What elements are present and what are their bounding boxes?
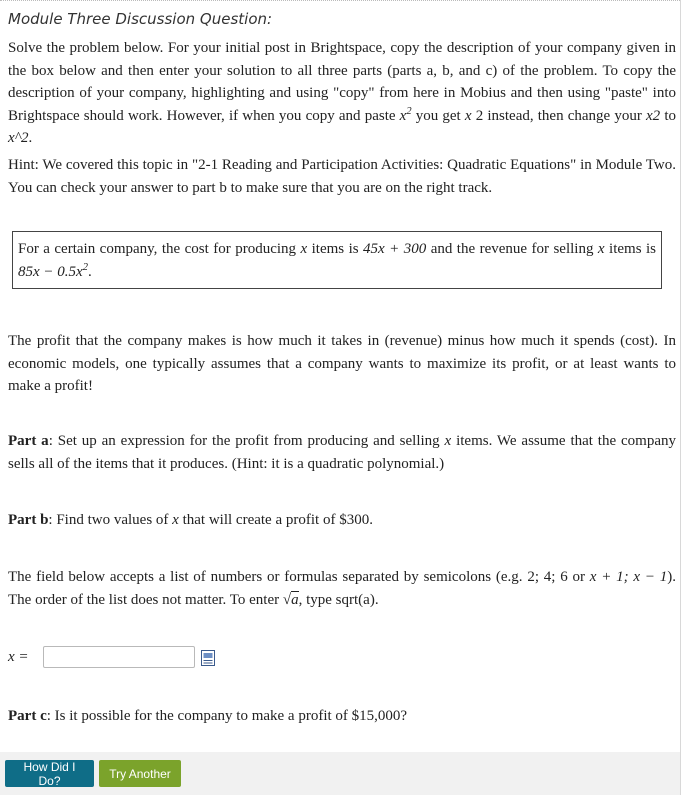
part-c-label: Part c xyxy=(8,708,47,724)
instructions-text: Solve the problem below. For your initial post in Brightspace, copy the description of your company given in the box below and then enter your solution to all three parts (parts a, b, and c) of the problem. To copy the description of your company, highlighting and using "copy" from here in Mobius and then using "paste" into Brightspace should work. However, if when you copy and paste xyxy=(8,40,676,124)
company-description: For a certain company, the cost for producing x items is 45x + 300 and the revenue for selling x items is $85x - 0.5x^2$. xyxy=(18,241,656,280)
instructions-paragraph: Solve the problem below. For your initial post in Brightspace, copy the description of your company given in the box below and then enter your solution to all three parts (parts a, b, and c) of the problem. To copy the description of your company, highlighting and using "copy" from here in Mobius and then using "paste" into Brightspace should work. However, if when you copy and paste $x^2$ you get x 2 instead, then change your x2 to x^2. xyxy=(8,40,677,146)
answer-input[interactable] xyxy=(43,646,195,668)
top-divider xyxy=(0,0,680,1)
revenue-expression: $85x - 0.5x^2$ xyxy=(18,261,88,280)
preview-icon[interactable] xyxy=(201,650,215,666)
part-b-label: Part b xyxy=(8,512,49,528)
company-description-box xyxy=(12,231,662,289)
answer-label: x = xyxy=(8,649,29,665)
field-instructions: The field below accepts a list of numbers or formulas separated by semicolons (e.g. 2; 4; 6 or x + 1; x − 1). The order of the list does not matter. To enter √a, type sqrt(a). xyxy=(8,569,676,608)
profit-paragraph: The profit that the company makes is how much it takes in (revenue) minus how much it spends (cost). In economic models, one typically assumes that a company wants to maximize its profit, or at least wants to make a profit! xyxy=(8,333,676,394)
part-c: Part c: Is it possible for the company to make a profit of $15,000? xyxy=(8,708,408,724)
sqrt-symbol: √a xyxy=(282,591,299,608)
hint-paragraph: Hint: We covered this topic in "2-1 Reading and Participation Activities: Quadratic Equations" in Module Two. You can check your answer to part b to make sure that you are on the right track. xyxy=(8,157,676,196)
part-b: Part b: Find two values of x that will create a profit of $300. xyxy=(8,512,373,528)
button-bar xyxy=(0,752,680,795)
math-x-squared: $x^2$ xyxy=(399,105,412,124)
page-title: Module Three Discussion Question: xyxy=(8,10,273,28)
how-did-i-do-button[interactable]: How Did I Do? xyxy=(5,760,94,787)
part-a-label: Part a xyxy=(8,433,49,449)
try-another-button[interactable]: Try Another xyxy=(99,760,181,787)
part-a: Part a: Set up an expression for the profit from producing and selling x items. We assume that the company sells all of the items that it produces. (Hint: it is a quadratic polynomial.) xyxy=(8,433,676,472)
cost-expression: 45x + 300 xyxy=(363,241,427,257)
